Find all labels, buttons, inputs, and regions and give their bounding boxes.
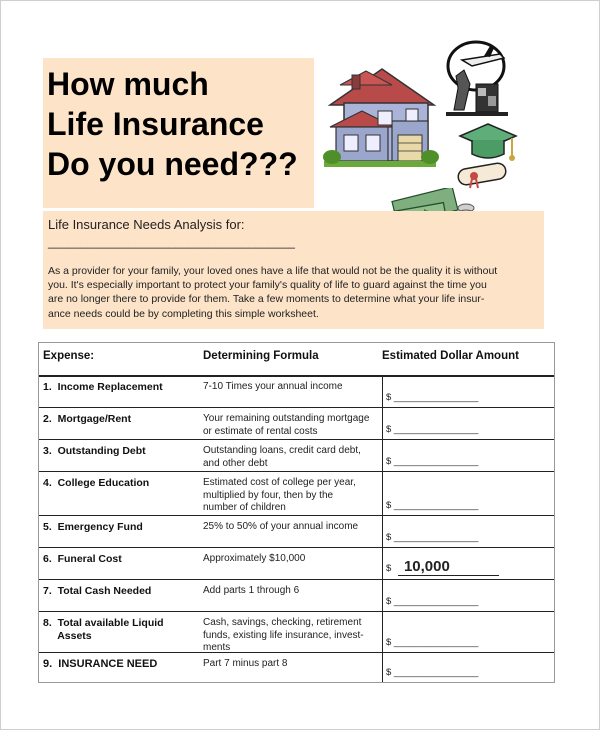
amount-input[interactable]: $ ________________ [386,596,479,607]
title-line-1: How much [47,66,209,102]
formula-text: funds, existing life insurance, invest- [203,629,364,641]
expense-label: 4. College Education [43,477,150,489]
amount-input[interactable]: $ ________________ [386,424,479,435]
expense-label: 6. Funeral Cost [43,553,122,565]
amount-value: 10,000 [398,558,499,576]
title-box [43,58,314,208]
header-expense: Expense: [43,350,95,362]
table-row [39,516,554,548]
table-row [39,548,554,580]
amount-input[interactable]: $ ________________ [386,637,479,648]
amount-input-filled[interactable] [386,558,499,576]
house-clipart-icon [322,65,440,170]
formula-text: Outstanding loans, credit card debt, [203,445,361,456]
expense-label: 2. Mortgage/Rent [43,413,132,425]
formula-text: Add parts 1 through 6 [203,585,300,596]
graduation-clipart-icon [452,122,522,192]
formula-text: Your remaining outstanding mortgage [203,413,370,424]
currency-symbol: $ [386,563,392,574]
table-row [39,472,554,516]
formula-text: number of children [203,502,286,513]
intro-line: ance needs could be by completing this simple worksheet. [48,307,319,320]
intro-line: As a provider for your family, your loved ones have a life that would not be the quality it is without [48,265,498,277]
formula-text: Estimated cost of college per year, [203,477,356,488]
expense-label: 5. Emergency Fund [43,521,143,533]
formula-text: ments [203,642,231,653]
table-row [39,376,554,408]
formula-text: Approximately $10,000 [203,553,306,564]
travel-clipart-icon [442,40,514,118]
intro-line: you. It's especially important to protect your family's quality of life to guard against the time you [48,279,487,292]
intro-paragraph [48,264,540,321]
formula-text: and other debt [203,457,268,469]
expense-label: 9. INSURANCE NEED [43,658,158,670]
formula-text: 7-10 Times your annual income [203,381,343,392]
amount-input[interactable]: $ ________________ [386,532,479,543]
intro-line: are no longer there to provide for them. Take a few moments to determine what your life insur- [48,293,485,306]
expense-label: 7. Total Cash Needed [43,585,152,597]
table-row [39,653,554,682]
table-row [39,580,554,612]
amount-input[interactable]: $ ________________ [386,500,479,511]
expense-label: 8. Total available Liquid [43,617,164,629]
formula-text: multiplied by four, then by the [203,489,334,501]
worksheet-table [38,342,555,683]
title-line-3: Do you need??? [47,146,298,182]
table-row [39,408,554,440]
analysis-name-blank: _____________________________________ [48,235,295,249]
amount-input[interactable]: $ ________________ [386,456,479,467]
intro-box [43,211,544,329]
amount-input[interactable]: $ ________________ [386,667,479,678]
expense-label: Assets [43,629,92,642]
formula-text: Part 7 minus part 8 [203,658,288,669]
formula-text: 25% to 50% of your annual income [203,521,359,532]
table-header [39,343,554,377]
expense-label: 3. Outstanding Debt [43,445,146,457]
table-row [39,612,554,653]
title-line-2: Life Insurance [47,106,264,142]
expense-label: 1. Income Replacement [43,381,163,393]
amount-input[interactable]: $ ________________ [386,392,479,403]
analysis-label: Life Insurance Needs Analysis for: [48,217,245,232]
formula-text: Cash, savings, checking, retirement [203,617,362,628]
header-formula: Determining Formula [203,350,319,362]
header-amount: Estimated Dollar Amount [382,350,519,362]
formula-text: or estimate of rental costs [203,425,318,437]
table-row [39,440,554,472]
